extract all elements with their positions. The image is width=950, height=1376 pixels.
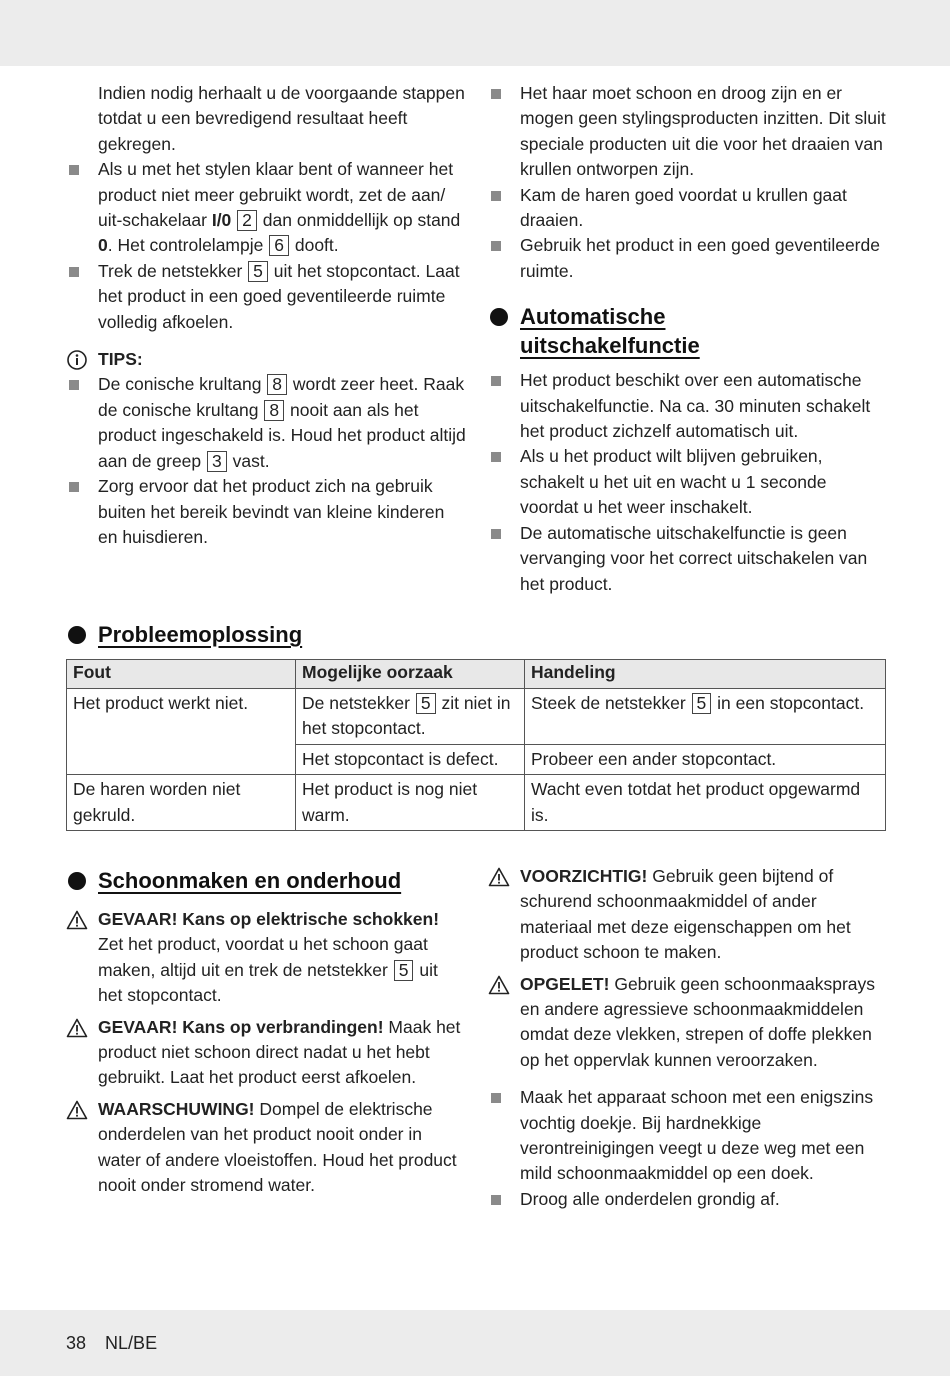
table-cell: Wacht even totdat het product opgewarmd is. xyxy=(525,775,886,831)
part-reference: 6 xyxy=(269,235,289,256)
warning-label: VOORZICHTIG! xyxy=(520,866,648,886)
list-text: Als u het product wilt blijven gebruiken, schakelt u het uit en wacht u 1 seconde voordat u het weer inschakelt. xyxy=(520,446,827,518)
list-item xyxy=(488,521,886,597)
list-item xyxy=(66,474,466,550)
list-item xyxy=(488,444,886,520)
warning-text: uit het stopcontact. xyxy=(98,959,438,1006)
list-text: Kam de haren goed voordat u krullen gaat draaien. xyxy=(520,184,847,231)
table-cell xyxy=(525,689,886,745)
cell-text: in een stopcontact. xyxy=(717,693,865,713)
column-right-cleaning xyxy=(488,864,886,1212)
paragraph-continuation xyxy=(66,81,466,157)
table-row xyxy=(67,775,886,831)
list-text: . Het controlelampje xyxy=(107,235,264,256)
section-heading-auto-off xyxy=(488,302,886,360)
list-item xyxy=(66,259,466,335)
list-item xyxy=(66,157,466,259)
part-reference: 3 xyxy=(207,451,227,472)
locale-label: NL/BE xyxy=(105,1333,158,1353)
switch-label: I/0 xyxy=(211,210,232,231)
warning-block xyxy=(66,1097,466,1199)
list-text: Het product beschikt over een automatische uitschakelfunctie. Na ca. 30 minuten schakelt het product zichzelf automatisch uit. xyxy=(520,370,871,442)
section-heading-troubleshooting xyxy=(66,620,302,649)
warning-text: Zet het product, voordat u het schoon gaat maken, altijd uit en trek de netstekker xyxy=(98,934,428,980)
list-item xyxy=(488,183,886,234)
list-text: Droog alle onderdelen grondig af. xyxy=(520,1188,780,1209)
heading-text: Schoonmaken en onderhoud xyxy=(98,868,402,893)
list-text: uit het stopcontact. Laat het product in een goed geventileerde ruimte volledig afkoelen. xyxy=(98,260,460,332)
troubleshooting-table xyxy=(66,659,886,831)
warning-label: GEVAAR! Kans op verbrandingen! xyxy=(98,1016,384,1037)
info-icon xyxy=(66,349,88,371)
list-text: nooit aan als het product ingeschakeld is. Houd het product altijd aan de greep xyxy=(98,399,466,471)
part-reference: 5 xyxy=(416,693,436,714)
tips-heading xyxy=(66,347,466,372)
table-header-row xyxy=(67,660,886,689)
table-cell: Het stopcontact is defect. xyxy=(296,744,525,774)
table-cell: Probeer een ander stopcontact. xyxy=(525,744,886,774)
warning-block xyxy=(488,864,886,966)
list-item xyxy=(488,1085,886,1187)
part-reference: 5 xyxy=(248,261,268,282)
page-footer xyxy=(66,1333,171,1354)
warning-text: Gebruik geen schoonmaaksprays en andere agressieve schoonmaakmiddelen omdat deze vlekken, strepen of doffe plekken op het oppervlak kunnen veroorzaken. xyxy=(520,973,876,1070)
warning-icon xyxy=(66,1099,88,1121)
heading-line: Automatische xyxy=(520,304,666,330)
list-text: Als u met het stylen klaar bent of wanneer het product niet meer gebruikt wordt, zet de aan/ uit-schakelaar xyxy=(98,159,454,231)
column-left-top xyxy=(66,81,466,550)
warning-icon xyxy=(66,1017,88,1039)
column-header: Fout xyxy=(67,660,296,689)
list-text: De automatische uitschakelfunctie is geen vervanging voor het correct uitschakelen van het product. xyxy=(520,522,868,594)
table-row xyxy=(67,689,886,745)
list-text: Het haar moet schoon en droog zijn en er mogen geen stylingsproducten inzitten. Dit sluit speciale producten uit die voor het draaien van krullen ontworpen zijn. xyxy=(520,83,886,180)
list-item xyxy=(488,233,886,284)
column-left-cleaning xyxy=(66,866,466,1198)
warning-label: GEVAAR! Kans op elektrische schokken! xyxy=(98,909,440,929)
list-text: Maak het apparaat schoon met een enigszins vochtig doekje. Bij hardnekkige verontreinigingen veegt u deze weg met een mild schoonmaakmiddel op een doek. xyxy=(520,1087,874,1184)
warning-label: WAARSCHUWING! xyxy=(98,1098,255,1119)
part-reference: 8 xyxy=(267,374,287,395)
part-reference: 2 xyxy=(237,210,257,231)
list-text: Zorg ervoor dat het product zich na gebruik buiten het bereik bevindt van kleine kinderen en huisdieren. xyxy=(98,476,445,547)
warning-block xyxy=(488,972,886,1074)
paragraph-text: Indien nodig herhaalt u de voorgaande stappen totdat u een bevredigend resultaat heeft gekregen. xyxy=(98,83,465,154)
warning-icon xyxy=(488,866,510,888)
column-right-top xyxy=(488,81,886,597)
cell-text: Steek de netstekker xyxy=(531,693,686,713)
stand-label: 0 xyxy=(98,235,108,256)
warning-text: Gebruik geen bijtend of schurend schoonmaakmiddel of ander materiaal met deze eigenschappen om het product schoon te maken. xyxy=(520,866,851,963)
list-text: dooft. xyxy=(294,235,339,256)
table-cell: Het product is nog niet warm. xyxy=(296,775,525,831)
page-number: 38 xyxy=(66,1333,87,1353)
warning-text: Maak het product niet schoon direct nadat u het hebt gebruikt. Laat het product eerst afkoelen. xyxy=(98,1016,461,1088)
warning-icon xyxy=(488,974,510,996)
list-text: vast. xyxy=(232,450,270,471)
section-heading-cleaning xyxy=(66,866,466,907)
list-item xyxy=(488,81,886,183)
list-text: Gebruik het product in een goed geventileerde ruimte. xyxy=(520,235,880,281)
warning-block xyxy=(66,1015,466,1091)
part-reference: 5 xyxy=(394,960,414,981)
list-item xyxy=(488,368,886,444)
column-header: Mogelijke oorzaak xyxy=(296,660,525,689)
tips-label: TIPS: xyxy=(98,349,143,370)
list-text: dan onmiddellijk op stand xyxy=(262,210,461,231)
list-text: De conische krultang xyxy=(98,374,262,395)
heading-line: uitschakelfunctie xyxy=(520,333,700,359)
header-band xyxy=(0,0,950,66)
part-reference: 8 xyxy=(264,400,284,421)
table-cell: Het product werkt niet. xyxy=(67,689,296,775)
list-item xyxy=(66,372,466,474)
heading-text: Probleemoplossing xyxy=(98,622,303,647)
list-text: wordt zeer heet. Raak de conische krultang xyxy=(98,374,465,420)
column-header: Handeling xyxy=(525,660,886,689)
list-text: Trek de netstekker xyxy=(98,260,243,281)
cell-text: zit niet in het stopcontact. xyxy=(302,693,511,739)
table-cell: De haren worden niet gekruld. xyxy=(67,775,296,831)
warning-text: Dompel de elektrische onderdelen van het product nooit onder in water of andere vloeistoffen. Houd het product nooit onder stromend water. xyxy=(98,1098,457,1196)
cell-text: De netstekker xyxy=(302,693,410,713)
part-reference: 5 xyxy=(692,693,712,714)
list-item xyxy=(488,1187,886,1212)
warning-label: OPGELET! xyxy=(520,973,610,994)
warning-icon xyxy=(66,909,88,931)
table-cell xyxy=(296,689,525,745)
warning-block xyxy=(66,907,466,1009)
